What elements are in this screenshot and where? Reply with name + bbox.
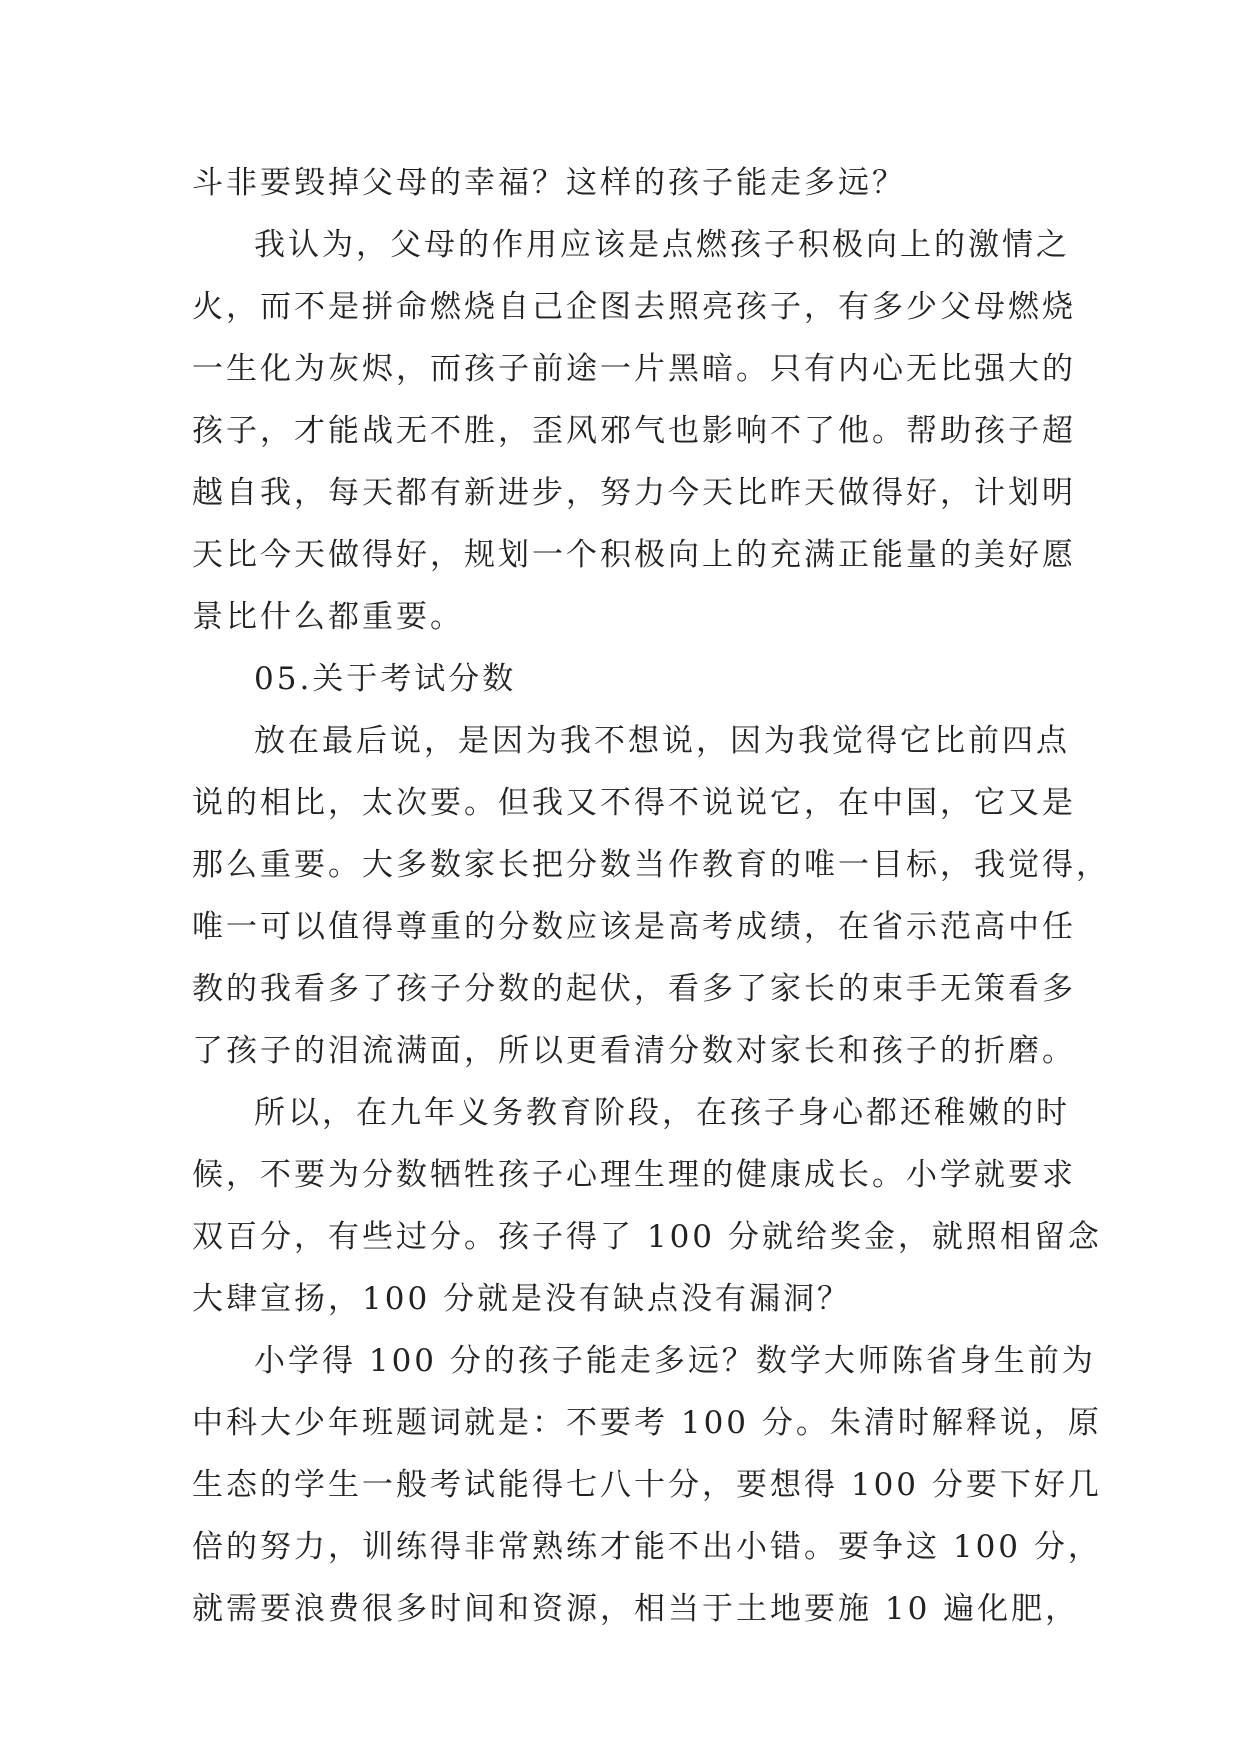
- text-line: 天比今天做得好，规划一个积极向上的充满正能量的美好愿: [192, 537, 1076, 573]
- text-line: 放在最后说，是因为我不想说，因为我觉得它比前四点: [254, 723, 1070, 759]
- text-line: 孩子，才能战无不胜，歪风邪气也影响不了他。帮助孩子超: [192, 413, 1076, 449]
- text-line: 就需要浪费很多时间和资源，相当于土地要施 10 遍化肥，: [192, 1591, 1080, 1627]
- text-line: 越自我，每天都有新进步，努力今天比昨天做得好，计划明: [192, 475, 1076, 511]
- text-line: 了孩子的泪流满面，所以更看清分数对家长和孩子的折磨。: [192, 1033, 1076, 1069]
- text-line: 那么重要。大多数家长把分数当作教育的唯一目标，我觉得，: [192, 847, 1110, 883]
- text-line: 中科大少年班题词就是：不要考 100 分。朱清时解释说，原: [192, 1405, 1102, 1441]
- body-text: [192, 152, 1110, 1640]
- text-line: 生态的学生一般考试能得七八十分，要想得 100 分要下好几: [192, 1467, 1102, 1503]
- text-line: 我认为，父母的作用应该是点燃孩子积极向上的激情之: [254, 227, 1070, 263]
- text-line: 斗非要毁掉父母的幸福？这样的孩子能走多远？: [192, 165, 906, 201]
- text-line: 双百分，有些过分。孩子得了 100 分就给奖金，就照相留念: [192, 1219, 1102, 1255]
- text-line: 唯一可以值得尊重的分数应该是高考成绩，在省示范高中任: [192, 909, 1076, 945]
- text-line: 景比什么都重要。: [192, 599, 464, 635]
- text-line: 火，而不是拼命燃烧自己企图去照亮孩子，有多少父母燃烧: [192, 289, 1076, 325]
- text-line: 一生化为灰烬，而孩子前途一片黑暗。只有内心无比强大的: [192, 351, 1076, 387]
- text-line: 说的相比，太次要。但我又不得不说说它，在中国，它又是: [192, 785, 1076, 821]
- text-line: 大肆宣扬，100 分就是没有缺点没有漏洞？: [192, 1281, 852, 1317]
- text-line: 所以，在九年义务教育阶段，在孩子身心都还稚嫩的时: [254, 1095, 1070, 1131]
- text-line: 倍的努力，训练得非常熟练才能不出小错。要争这 100 分，: [192, 1529, 1102, 1565]
- text-line: 05.关于考试分数: [254, 661, 517, 697]
- text-line: 小学得 100 分的孩子能走多远？数学大师陈省身生前为: [254, 1343, 1096, 1379]
- text-line: 教的我看多了孩子分数的起伏，看多了家长的束手无策看多: [192, 971, 1076, 1007]
- text-line: 候，不要为分数牺牲孩子心理生理的健康成长。小学就要求: [192, 1157, 1076, 1193]
